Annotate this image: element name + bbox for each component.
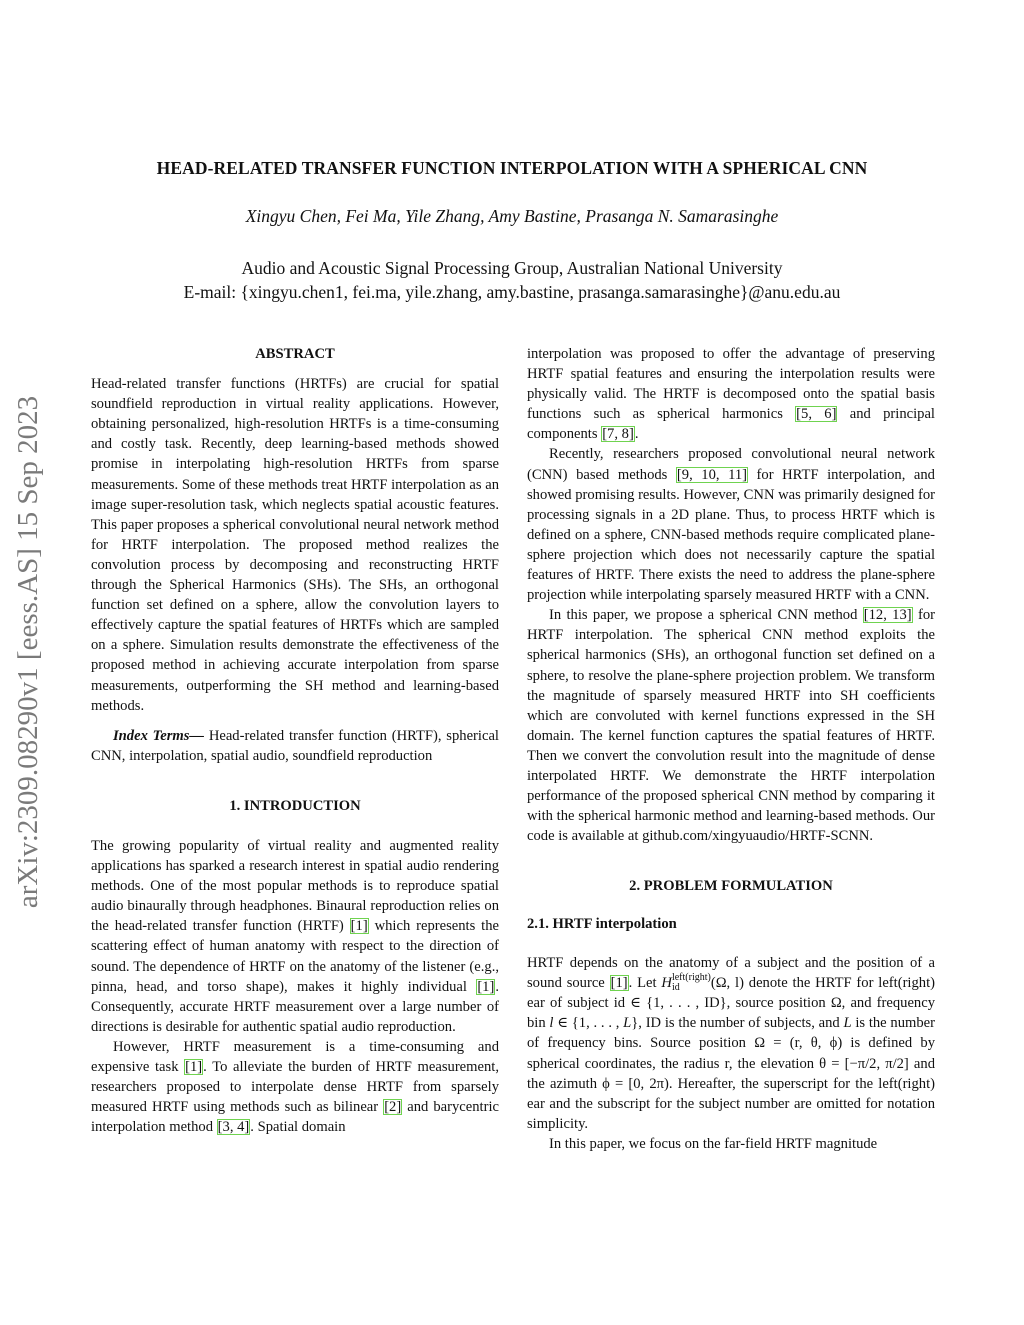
section-2-heading: 2. PROBLEM FORMULATION [629, 878, 833, 895]
text-run: interpolation was proposed to offer the advantage of preserving HRTF spatial features and ensuring the interpolation results were physically valid. The HRTF is decomposed onto the spatial basis functions such as spherical harmonics [527, 346, 935, 423]
intro-heading: 1. INTRODUCTION [229, 797, 361, 814]
math-l: l [549, 1015, 554, 1032]
email-line: E-mail: {xingyu.chen1, fei.ma, yile.zhang, amy.bastine, prasanga.samarasinghe}@anu.edu.au [183, 282, 841, 302]
section-2-paragraph-2: In this paper, we focus on the far-field HRTF magnitude [549, 1135, 878, 1152]
math-h: H [661, 974, 672, 991]
text-run: for HRTF interpolation. The spherical CNN method exploits the spherical harmonics (SHs), an orthogonal function set defined on a sphere, to resolve the plane-sphere projection problem. We transform the magnitude of sparsely measured HRTF into SH coefficients which are convoluted with kernel functions expressed in the SH domain. The kernel function captures the spatial features of HRTF. Then we convert the convolution result into the magnitude of dense interpolated HRTF. We demonstrate the HRTF interpolation performance of the proposed spherical CNN method by comparing it with the spherical harmonic method and learning-based methods. Our code is available at github.com/xingyuaudio/HRTF-SCNN. [527, 607, 935, 845]
text-run: for HRTF interpolation, and showed promising results. However, CNN was primarily designed for processing signals in a 2D plane. Thus, to process HRTF which is defined on a sphere, CNN-based methods require complicated plane-sphere projection which does not necessarily capture the spatial features of HRTF. There exists the need to address the plane-sphere projection while interpolating sparsely measured HRTF with a CNN. [527, 466, 935, 604]
arxiv-sidebar-stamp: arXiv:2309.08290v1 [eess.AS] 15 Sep 2023 [12, 395, 44, 909]
intro-paragraph-2 [91, 1037, 499, 1137]
citation-link[interactable]: [1] [610, 974, 628, 991]
text-run: which represents the scattering effect of human anatomy with respect to the direction of sound. The dependence of HRTF on the anatomy of the listener (e.g., pinna, head, and torso shape), makes it highly individual [91, 918, 499, 995]
text-run: . Consequently, accurate HRTF measurement over a large number of directions is desirable for authentic spatial audio reproduction. [91, 978, 499, 1035]
text-run: is the number of frequency bins. Source position Ω = (r, θ, ϕ) is defined by spherical coordinates, the radius r, the elevation θ = [−π/2, π/2] and the azimuth ϕ = [0, 2π). Hereafter, the superscript for the left(right) ear and the subscript for the subject number are omitted for notation simplicity. [527, 1015, 936, 1132]
citation-link[interactable]: [1] [185, 1059, 203, 1075]
text-run: and barycentric interpolation method [91, 1099, 499, 1136]
text-run: . Spatial domain [250, 1119, 346, 1136]
abstract-text: Head-related transfer functions (HRTFs) are crucial for spatial soundfield reproduction in virtual reality applications. However, obtaining personalized, high-resolution HRTFs is a time-consuming and costly task. Recently, deep learning-based methods showed promise in interpolating high-resolution HRTFs from sparse measurements. Some of these methods treat HRTF interpolation as an image super-resolution task, which neglects spatial acoustic features. This paper proposes a spherical convolutional neural network method for HRTF interpolation. The proposed method realizes the convolution process by decomposing and reconstructing HRTF through the Spherical Harmonics (SHs). The SHs, an orthogonal function set defined on a sphere, allow the convolution layers to effectively capture the spatial features of HRTFs which are sampled on a sphere. Simulation results demonstrate the effectiveness of the proposed method in achieving accurate interpolation from sparse measurements, outperforming the SH method and learning-based methods. [91, 376, 499, 714]
intro-paragraph-4 [527, 444, 935, 605]
math-L: L [623, 1015, 632, 1032]
text-run: However, HRTF measurement is a time-consuming and expensive task [91, 1038, 499, 1075]
text-run: HRTF depends on the anatomy of a subject and the position of a sound source [527, 954, 935, 991]
intro-paragraph-1 [91, 836, 499, 1037]
intro-paragraph-5 [527, 605, 935, 846]
paper-title: HEAD-RELATED TRANSFER FUNCTION INTERPOLATION WITH A SPHERICAL CNN [156, 158, 868, 178]
left-column [91, 340, 499, 1137]
text-run: denote the HRTF for left(right) ear of subject id ∈ {1, . . . , ID}, source position Ω, and frequency bin [527, 974, 935, 1032]
citation-link[interactable]: [5, 6] [796, 406, 837, 423]
affiliation: Audio and Acoustic Signal Processing Group, Australian National University [241, 258, 783, 278]
subsection-2-1-heading: 2.1. HRTF interpolation [527, 916, 677, 933]
math-sup-sub [672, 973, 711, 993]
text-run: ∈ {1, . . . , [553, 1015, 624, 1032]
text-run: and principal components [527, 406, 935, 443]
citation-link[interactable]: [2] [384, 1099, 402, 1116]
math-superscript: left(right) [671, 972, 711, 984]
text-run: . [634, 426, 639, 443]
math-subscript: id [671, 982, 680, 994]
index-terms [91, 726, 499, 766]
intro-paragraph-3 [527, 344, 935, 444]
text-run: . To alleviate the burden of HRTF measurement, researchers proposed to interpolate dense HRTF from sparsely measured HRTF using methods such as bilinear [91, 1059, 499, 1116]
citation-link[interactable]: [7, 8] [602, 426, 634, 443]
text-run: . Let [628, 974, 662, 991]
text-run: Recently, researchers proposed convolutional neural network (CNN) based methods [527, 446, 935, 483]
citation-link[interactable]: [1] [350, 918, 368, 935]
index-terms-label: Index Terms— [113, 727, 205, 744]
text-run: In this paper, we propose a spherical CNN method [549, 607, 863, 624]
math-L: L [843, 1015, 852, 1032]
abstract-heading: ABSTRACT [255, 346, 335, 362]
math-arg: (Ω, l) [710, 974, 744, 991]
text-run: The growing popularity of virtual reality and augmented reality applications has sparked a research interest in spatial audio rendering methods. One of the most popular methods is to reproduce spatial audio binaurally through headphones. Binaural reproduction relies on the head-related transfer function (HRTF) [91, 837, 499, 935]
citation-link[interactable]: [3, 4] [217, 1119, 250, 1136]
section-2-paragraph-1 [527, 953, 935, 1134]
math-hrtf-symbol [661, 972, 744, 994]
citation-link[interactable]: [12, 13] [863, 607, 912, 624]
right-column [527, 340, 935, 1154]
citation-link[interactable]: [1] [477, 978, 495, 995]
affiliation-block [0, 256, 1024, 304]
author-list: Xingyu Chen, Fei Ma, Yile Zhang, Amy Bastine, Prasanga N. Samarasinghe [245, 206, 779, 226]
index-terms-text: Head-related transfer function (HRTF), spherical CNN, interpolation, spatial audio, soundfield reproduction [91, 727, 499, 764]
text-run: }, ID is the number of subjects, and [631, 1015, 844, 1032]
citation-link[interactable]: [9, 10, 11] [676, 466, 747, 483]
